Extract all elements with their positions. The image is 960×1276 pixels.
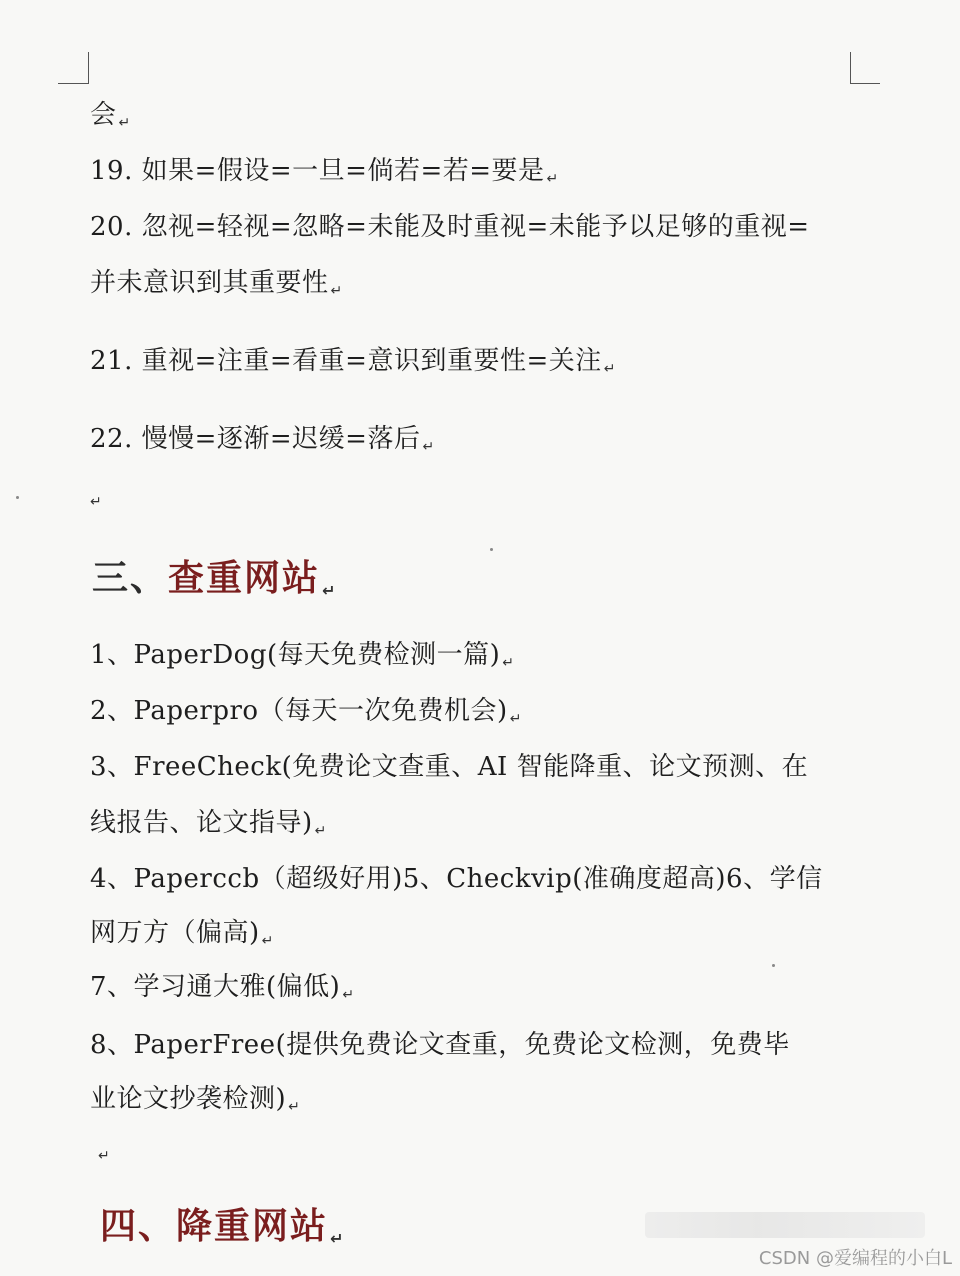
paragraph-mark-icon: ↵: [330, 283, 343, 299]
list-item-continued: 线报告、论文指导) ↵: [90, 808, 327, 839]
section-heading-4: 四、降重网站 ↵: [100, 1205, 346, 1248]
paragraph-mark-icon: ↵: [330, 1229, 346, 1248]
watermark: CSDN @爱编程的小白L: [758, 1248, 952, 1269]
paragraph-mark-icon: ↵: [118, 115, 131, 131]
text-line: 会 ↵: [90, 100, 131, 131]
paragraph-mark-icon: ↵: [261, 933, 274, 949]
crop-mark-top-left: [88, 52, 89, 84]
paragraph-mark-icon: ↵: [288, 1099, 301, 1115]
paragraph-mark-icon: ↵: [314, 823, 327, 839]
paragraph-mark-icon: ↵: [603, 361, 616, 377]
list-item-continued: 网万方（偏高) ↵: [90, 918, 274, 949]
section-heading-3: 三、查重网站 ↵: [92, 557, 338, 600]
paragraph-mark-icon: ↵: [502, 655, 515, 671]
paragraph-mark-icon: ↵: [422, 439, 435, 455]
paragraph-mark-icon: ↵: [342, 987, 355, 1003]
crop-mark-top-left-horizontal: [58, 83, 88, 84]
list-item: 1、PaperDog(每天免费检测一篇) ↵: [90, 640, 515, 671]
scan-speck: [16, 496, 19, 499]
list-item-20: 20. 忽视=轻视=忽略=未能及时重视=未能予以足够的重视=: [90, 212, 810, 242]
crop-mark-top-right: [850, 52, 851, 84]
paragraph-mark-icon: ↵: [509, 711, 522, 727]
list-item-22: 22. 慢慢=逐渐=迟缓=落后 ↵: [90, 424, 435, 455]
scan-speck: [490, 548, 493, 551]
scan-speck: [772, 964, 775, 967]
paragraph-mark-icon: ↵: [90, 494, 102, 510]
list-item: 8、PaperFree(提供免费论文查重，免费论文检测，免费毕: [90, 1030, 790, 1060]
list-item: 7、学习通大雅(偏低) ↵: [90, 972, 355, 1003]
list-item: 3、FreeCheck(免费论文查重、AI 智能降重、论文预测、在: [90, 752, 809, 782]
list-item-20-continued: 并未意识到其重要性 ↵: [90, 268, 343, 299]
list-item-continued: 业论文抄袭检测) ↵: [90, 1084, 301, 1115]
paragraph-mark-icon: ↵: [546, 171, 559, 187]
paragraph-mark-icon: ↵: [98, 1148, 110, 1164]
crop-mark-top-right-horizontal: [850, 83, 880, 84]
list-item: 4、Paperccb（超级好用)5、Checkvip(准确度超高)6、学信: [90, 864, 823, 894]
list-item-21: 21. 重视=注重=看重=意识到重要性=关注 ↵: [90, 346, 616, 377]
list-item-19: 19. 如果=假设=一旦=倘若=若=要是 ↵: [90, 156, 559, 187]
paragraph-mark-icon: ↵: [322, 581, 338, 600]
list-item: 2、Paperpro（每天一次免费机会) ↵: [90, 696, 522, 727]
blurred-watermark: [645, 1212, 925, 1238]
